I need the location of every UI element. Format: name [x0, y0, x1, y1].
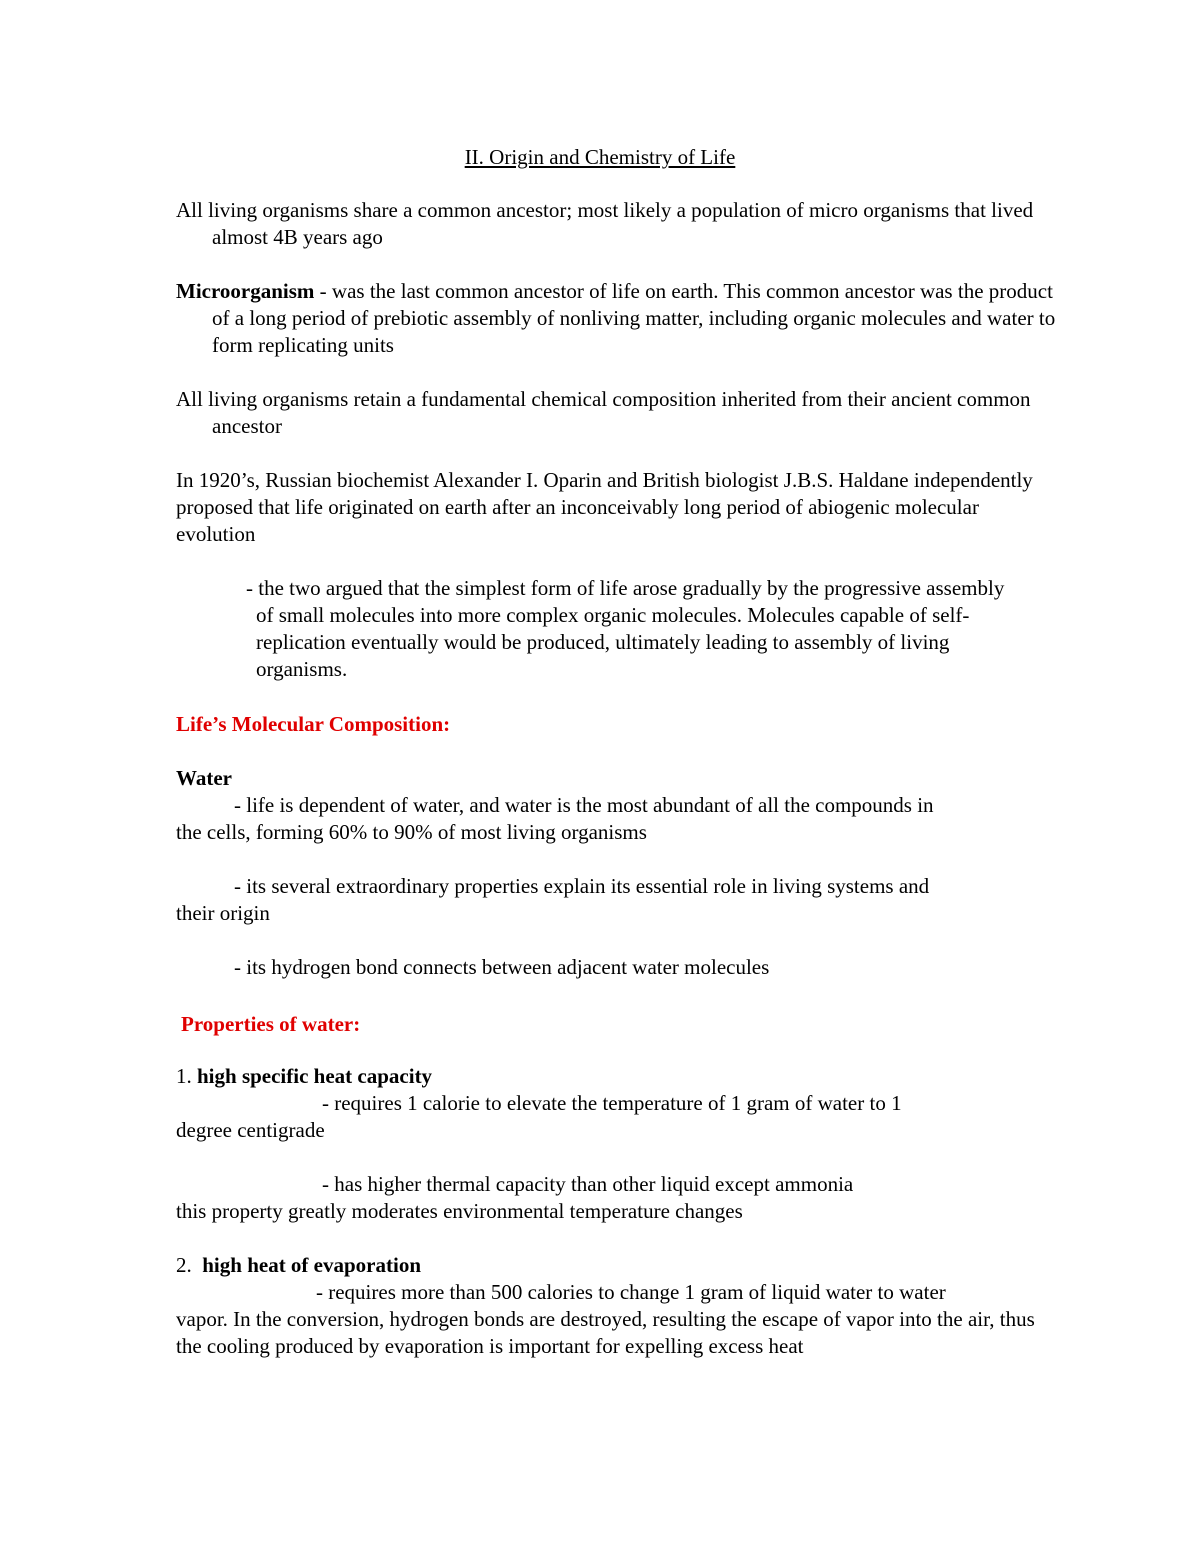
- heading-properties-of-water: Properties of water:: [181, 1012, 361, 1036]
- water-point-2-continued: their origin: [176, 901, 270, 925]
- paragraph-common-ancestor: All living organisms share a common ancestor; most likely a population of micro organisms that lived almost 4B years ago: [176, 198, 1034, 249]
- paragraph-oparin-haldane: In 1920’s, Russian biochemist Alexander I. Oparin and British biologist J.B.S. Haldane independently proposed that life originated on earth after an inconceivably long period of abiogenic molecular evolution: [176, 468, 1033, 546]
- property-1-line-2-continued: this property greatly moderates environmental temperature changes: [176, 1199, 743, 1223]
- water-point-1-continued: the cells, forming 60% to 90% of most living organisms: [176, 820, 647, 844]
- property-2-title-line: [176, 1252, 1036, 1279]
- property-1-title-line: [176, 1063, 1036, 1090]
- property-2-line-1: - requires more than 500 calories to change 1 gram of liquid water to water: [316, 1280, 946, 1304]
- property-2-title: high heat of evaporation: [202, 1253, 422, 1277]
- microorganism-definition: - was the last common ancestor of life on earth. This common ancestor was the product of a long period of prebiotic assembly of nonliving matter, including organic molecules and water to form replicating units: [212, 279, 1056, 357]
- water-point-3: - its hydrogen bond connects between adjacent water molecules: [234, 955, 770, 979]
- water-point-1: - life is dependent of water, and water is the most abundant of all the compounds in: [234, 793, 934, 817]
- property-2-number: 2.: [176, 1253, 203, 1277]
- paragraph-microorganism: [176, 278, 1072, 359]
- heading-water: Water: [176, 766, 232, 790]
- water-point-2: - its several extraordinary properties explain its essential role in living systems and: [234, 874, 930, 898]
- property-1-line-2: - has higher thermal capacity than other liquid except ammonia: [322, 1172, 854, 1196]
- property-1-line-1: - requires 1 calorie to elevate the temperature of 1 gram of water to 1: [322, 1091, 902, 1115]
- property-1-line-1-continued: degree centigrade: [176, 1118, 325, 1142]
- paragraph-chemical-composition: All living organisms retain a fundamental chemical composition inherited from their ancient common ancestor: [176, 387, 1031, 438]
- paragraph-argument: - the two argued that the simplest form of life arose gradually by the progressive assembly of small molecules into more complex organic molecules. Molecules capable of self-replication eventually would be produced, ultimately leading to assembly of living organisms.: [246, 576, 1005, 681]
- heading-molecular-composition: Life’s Molecular Composition:: [176, 712, 451, 736]
- property-1-title: high specific heat capacity: [197, 1064, 433, 1088]
- term-microorganism: Microorganism: [176, 279, 315, 303]
- page-title: II. Origin and Chemistry of Life: [464, 145, 736, 169]
- property-1-number: 1.: [176, 1064, 197, 1088]
- property-2-line-1-continued: vapor. In the conversion, hydrogen bonds are destroyed, resulting the escape of vapor into the air, thus the cooling produced by evaporation is important for expelling excess heat: [176, 1307, 1035, 1358]
